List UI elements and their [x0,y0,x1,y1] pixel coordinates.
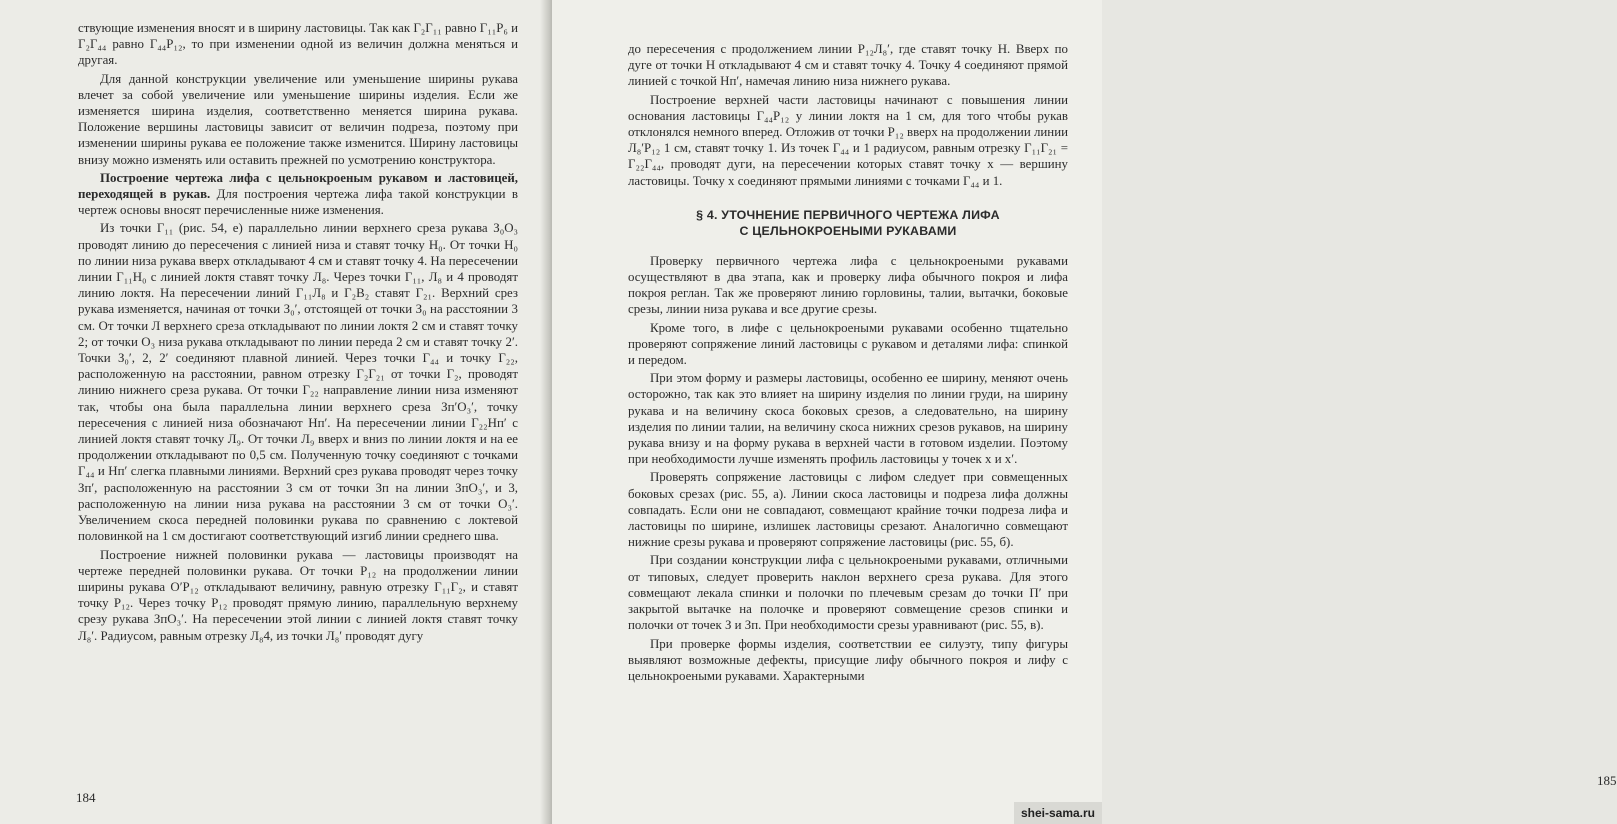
paragraph: Построение нижней половинки рукава — ластовицы производят на чертеже передней половинки рукава. От точки Р₁₂ на продолжении линии ширины рукава О′Р₁₂ откладывают величину, равную отрезку Г₁₁Г₂, и ставят точку Р₁₂. Через точку Р₁₂ проводят прямую линию, параллельную верхнему срезу рукава ЗпО₃′. На пересечении этой линии с линией локтя ставят точку Л₈′. Радиусом, равным отрезку Л₈4, из точки Л₈′ проводят дугу [78,547,518,643]
paragraph-body: Для построения чертежа лифа такой конструкции в чертеж основы вносят перечисленные ниже изменения. [78,187,518,218]
paragraph: Проверять сопряжение ластовицы с лифом следует при совмещенных боковых срезах (рис. 55, а). Линии скоса ластовицы и подреза лифа должны совпадать. Если они не совпадают, совмещают крайние точки подреза лифа и ластовицы по ширине, излишек ластовицы срезают. Аналогично совмещают нижние срезы рукава и проверяют сопряжение ластовицы (рис. 55, б). [628,470,1068,550]
paragraph: Построение верхней части ластовицы начинают с повышения линии основания ластовицы Г₄₄Р₁₂ у линии локтя на 1 см, для того чтобы рукав отклонялся немного вперед. Отложив от точки Р₁₂ вверх на продолжении линии Л₈′Р₁₂ 1 см, ставят точку 1. Из точек Г₄₄ и 1 радиусом, равным отрезку Г₁₁Г₂₁ = Г₂₂Г₄₄, проводят дуги, на пересечении которых ставят точку x — вершину ластовицы. Точку x соединяют прямыми линиями с точками Г₄₄ и 1. [628,92,1068,188]
paragraph: Проверку первичного чертежа лифа с цельнокроеными рукавами осуществляют в два этапа, как и проверку лифа обычного покроя и лифа покроя реглан. Так же проверяют линию горловины, талии, вытачки, боковые срезы, линии низа рукава и все другие срезы. [628,253,1068,317]
paragraph: до пересечения с продолжением линии Р₁₂Л₈′, где ставят точку Н. Вверх по дуге от точки Н откладывают 4 см и ставят точку 4. Точку 4 соединяют прямой линией с точкой Нп′, намечая линию низа нижнего рукава. [628,42,1068,89]
section-title [628,207,1068,239]
paragraph [78,170,518,219]
paragraph: При проверке формы изделия, соответствии ее силуэту, типу фигуры выявляют возможные дефекты, присущие лифу обычного покроя и лифу с цельнокроеными рукавами. Характерными [628,636,1068,683]
paragraph: При создании конструкции лифа с цельнокроеными рукавами, отличными от типовых, следует проверить наклон верхнего среза рукава. Для этого совмещают лекала спинки и полочки по плечевым срезам до точки П′ при закрытой вытачке на полочке и проверяют совмещение срезов спинки и полочки от точек З и Зп. При необходимости срезы уравнивают (рис. 55, в). [628,553,1068,633]
paragraph: Для данной конструкции увеличение или уменьшение ширины рукава влечет за собой увеличение или уменьшение ширины изделия. Если же изменяется ширина изделия, соответственно меняется ширина рукава. Положение вершины ластовицы зависит от величин подреза, поэтому при изменении ширины рукава ее положение также изменится. Ширину ластовицы внизу можно изменять или оставить прежней по усмотрению конструктора. [78,71,518,167]
left-page-text [78,20,518,644]
left-page [0,0,548,824]
section-title-line: С ЦЕЛЬНОКРОЕНЫМИ РУКАВАМИ [739,223,957,238]
watermark: shei-sama.ru [1014,802,1102,824]
paragraph: ствующие изменения вносят и в ширину ластовицы. Так как Г₂Г₁₁ равно Г₁₁Р₆ и Г₂Г₄₄ равно Г₄₄Р₁₂, то при изменении одной из величин должна меняться и другая. [78,21,518,68]
paragraph: Из точки Г₁₁ (рис. 54, е) параллельно линии верхнего среза рукава З₀О₃ проводят линию до пересечения с линией низа и ставят точку Н₀. От точки Н₀ по линии низа рукава вверх откладывают 4 см и ставят точку 4. На пересечении линии Г₁₁Н₀ с линией локтя ставят точку Л₈. Через точки Г₁₁, Л₈ и 4 проводят линию локтя. На пересечении линий Г₁₁Л₈ и Г₂В₂ ставят Г₂₁. Верхний срез рукава изменяется, начиная от точки З₀′, отстоящей от точки З₀ на расстоянии 3 см. От точки Л верхнего среза откладывают по линии локтя 2 см и ставят точку 2; от точки О₃ низа рукава откладывают по линии переда 2 см и ставят точку 2′. Точки З₀′, 2, 2′ соединяют плавной линией. Через точки Г₄₄ и точку Г₂₂, расположенную на расстоянии, равном отрезку Г₂Г₂₁ от точки Г₂, проводят линию нижнего среза рукава. От точки Г₂₂ направление линии низа изменяют так, чтобы она была параллельна линии верхнего среза Зп′О₃′, точку пересечения с линией низа обозначают Нп′. На пересечении линии Г₂₂Нп′ с линией локтя ставят точку Л₉. От точки Л₉ вверх и вниз по линии локтя и на ее продолжении откладывают по 0,5 см. Полученную точку соединяют с точками Г₄₄ и Нп′ слегка плавными линиями. Верхний срез рукава проводят через точку Зп′, расположенную на расстоянии 3 см от точки Зп на линии ЗпО₃′, и 3, расположенную на линии низа рукава на расстоянии 3 см от точки О₃′. Увеличением скоса передней половинки рукава по сравнению с локтевой половинкой на 1 см достигают соответствующий изгиб линии среднего шва. [78,221,518,544]
paragraph: При этом форму и размеры ластовицы, особенно ее ширину, меняют очень осторожно, так как это влияет на ширину изделия по линии груди, на ширину рукава и на величину скоса боковых срезов, а следовательно, на ширину изделия по линии талии, на величину скоса нижних срезов рукавов, на ширину рукава внизу и на форму рукава в верхней части в готовом изделии. Поэтому при необходимости лучше изменять профиль ластовицы у точек x и x′. [628,371,1068,467]
paragraph: Кроме того, в лифе с цельнокроеными рукавами особенно тщательно проверяют сопряжение линий ластовицы с рукавом и деталями лифа: спинкой и передом. [628,320,1068,368]
page-number-right: 185 [1597,773,1617,788]
page-number-left: 184 [76,790,96,805]
right-page-text [628,41,1068,684]
paragraph-heading: Построение чертежа лифа с цельнокроеным рукавом и ластовицей, переходящей в рукав. [78,170,518,202]
section-title-line: § 4. УТОЧНЕНИЕ ПЕРВИЧНОГО ЧЕРТЕЖА ЛИФА [696,207,1000,222]
